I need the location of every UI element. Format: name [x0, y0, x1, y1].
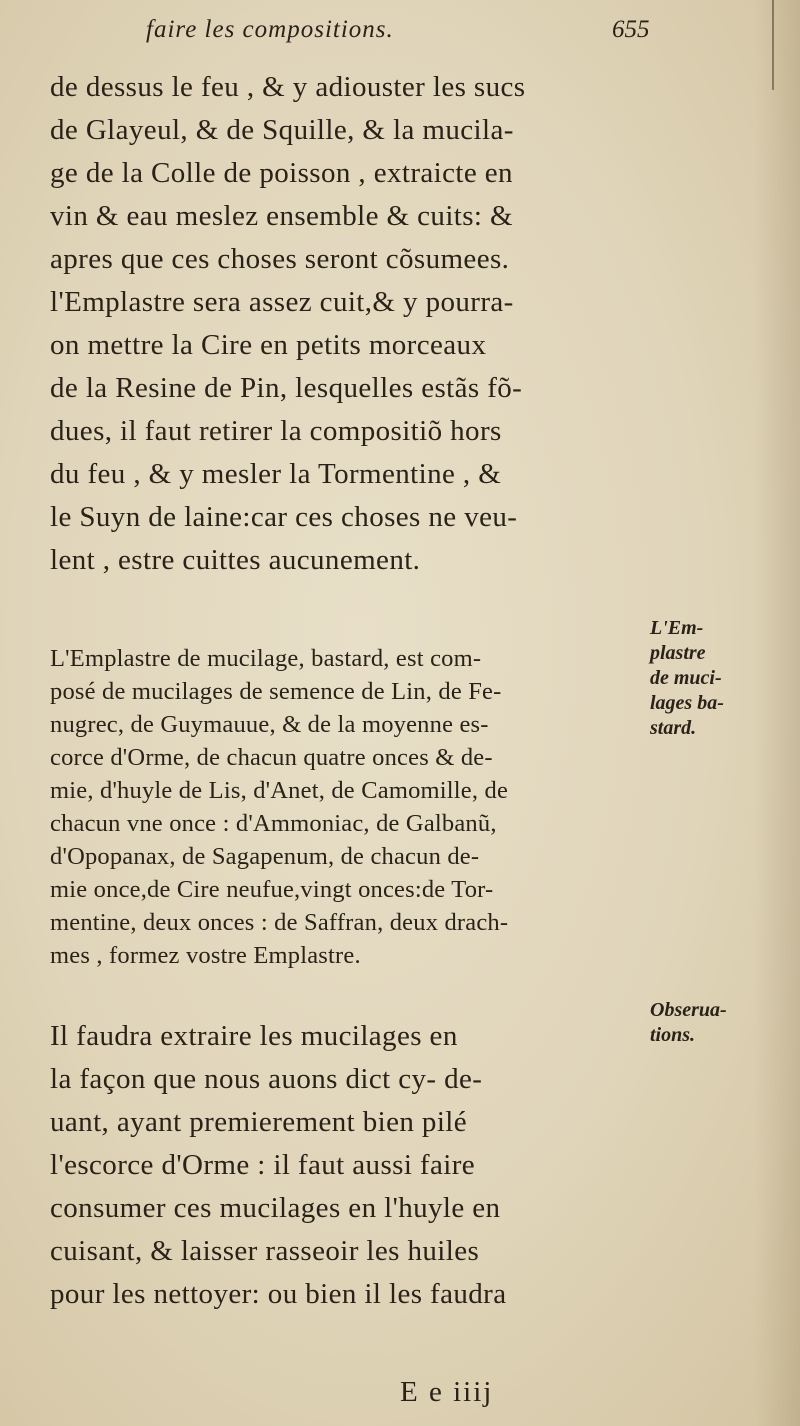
- text-line: de la Resine de Pin, lesquelles estãs fõ-: [50, 372, 523, 404]
- running-head: [0, 16, 800, 56]
- text-line: chacun vne once : d'Ammoniac, de Galbanũ,: [50, 810, 497, 837]
- text-line: nugrec, de Guymauue, & de la moyenne es-: [50, 711, 489, 738]
- text-line: mie once,de Cire neufue,vingt onces:de Tor-: [50, 876, 494, 903]
- text-line: ge de la Colle de poisson , extraicte en: [50, 157, 513, 189]
- text-line: on mettre la Cire en petits morceaux: [50, 329, 487, 361]
- margin-note-line: de muci-: [650, 667, 722, 689]
- signature-mark: E e iiij: [400, 1376, 494, 1408]
- text-line: de Glayeul, & de Squille, & la mucila-: [50, 114, 514, 146]
- text-line: d'Opopanax, de Sagapenum, de chacun de-: [50, 843, 480, 870]
- margin-note-observations: [650, 998, 800, 1048]
- text-line: mes , formez vostre Emplastre.: [50, 942, 361, 969]
- text-line: posé de mucilages de semence de Lin, de Fe-: [50, 678, 502, 705]
- text-line: apres que ces choses seront cõsumees.: [50, 243, 510, 275]
- margin-note-line: L'Em-: [650, 617, 704, 639]
- text-line: consumer ces mucilages en l'huyle en: [50, 1192, 501, 1224]
- text-line: pour les nettoyer: ou bien il les faudra: [50, 1278, 507, 1310]
- text-line: l'Emplastre sera assez cuit,& y pourra-: [50, 286, 514, 318]
- text-line: lent , estre cuittes aucunement.: [50, 544, 421, 576]
- text-line: mentine, deux onces : de Saffran, deux drach-: [50, 909, 509, 936]
- text-line: l'escorce d'Orme : il faut aussi faire: [50, 1149, 476, 1181]
- text-line: vin & eau meslez ensemble & cuits: &: [50, 200, 513, 232]
- page-number: 655: [612, 16, 650, 43]
- margin-note-line: tions.: [650, 1024, 696, 1046]
- text-line: corce d'Orme, de chacun quatre onces & de-: [50, 744, 493, 771]
- margin-note-line: Obserua-: [650, 999, 727, 1021]
- running-head-title: faire les compositions.: [146, 16, 394, 43]
- text-line: mie, d'huyle de Lis, d'Anet, de Camomille, de: [50, 777, 509, 804]
- text-line: cuisant, & laisser rasseoir les huiles: [50, 1235, 480, 1267]
- text-line: Il faudra extraire les mucilages en: [50, 1020, 458, 1052]
- text-line: la façon que nous auons dict cy- de-: [50, 1063, 483, 1095]
- margin-note-line: lages ba-: [650, 692, 724, 714]
- margin-note-emplastre: [650, 616, 800, 741]
- text-line: L'Emplastre de mucilage, bastard, est com-: [50, 645, 482, 672]
- text-line: le Suyn de laine:car ces choses ne veu-: [50, 501, 518, 533]
- text-line: de dessus le feu , & y adiouster les sucs: [50, 71, 526, 103]
- margin-note-line: stard.: [650, 717, 697, 739]
- margin-note-line: plastre: [650, 642, 706, 664]
- text-line: dues, il faut retirer la compositiõ hors: [50, 415, 502, 447]
- text-line: du feu , & y mesler la Tormentine , &: [50, 458, 502, 490]
- text-line: uant, ayant premierement bien pilé: [50, 1106, 468, 1138]
